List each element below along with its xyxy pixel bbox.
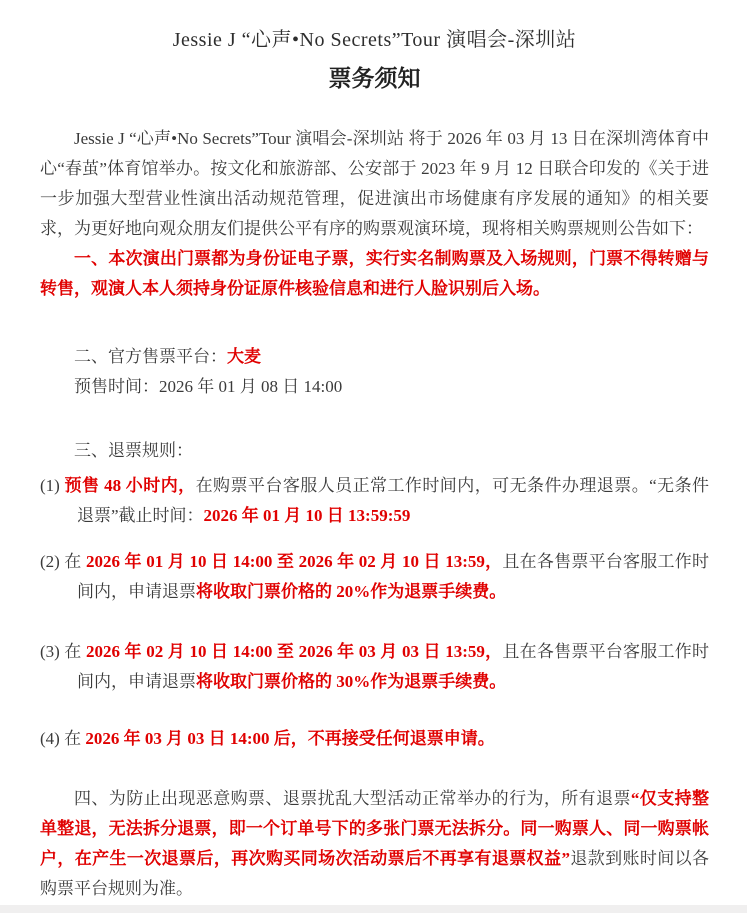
body-text: (4) 在 bbox=[40, 729, 86, 748]
presale-time bbox=[40, 372, 709, 402]
refund-rule-item-3 bbox=[40, 637, 709, 697]
body-text: Jessie J “心声•No Secrets”Tour 演唱会-深圳站 将于 2026 年 03 月 13 日在深圳湾体育中心“春茧”体育馆举办。按文化和旅游部、公安部于 2023 年 9 月 12 日联合印发的《关于进一步加强大型营业性演出活动规范管理，促进演出市场健康有序发展的通知》的相关要求，为更好地向观众朋友们提供公平有序的购票观演环境，现将相关购票规则公告如下： bbox=[40, 129, 709, 238]
body-text: 在购票平台客服人员正常工作时间内，可无条件办理退票。“无条件退票”截止时间： bbox=[77, 476, 710, 525]
body-text: 二、官方售票平台： bbox=[74, 347, 227, 366]
document-subtitle: 票务须知 bbox=[328, 66, 421, 91]
body-text: 且在各售票平台客服工作时间内，申请退票 bbox=[77, 642, 710, 691]
body-text: (3) 在 bbox=[40, 642, 87, 661]
section-2-official-platform bbox=[40, 342, 709, 372]
body-text: 预售时间：2026 年 01 月 08 日 14:00 bbox=[74, 377, 343, 396]
intro-paragraph bbox=[40, 124, 709, 244]
emphasis-text: 将收取门票价格的 20%作为退票手续费。 bbox=[196, 582, 507, 601]
page-bottom-strip bbox=[0, 905, 747, 913]
body-text: (2) 在 bbox=[40, 552, 87, 571]
section-3-refund-rules-heading bbox=[40, 436, 709, 466]
section-1-realname-rule bbox=[40, 244, 709, 304]
emphasis-text: 2026 年 03 月 03 日 14:00 后，不再接受任何退票申请。 bbox=[85, 729, 495, 748]
document-title: Jessie J “心声•No Secrets”Tour 演唱会-深圳站 bbox=[172, 29, 577, 51]
emphasis-text: 预售 48 小时内， bbox=[64, 476, 196, 495]
emphasis-text: 2026 年 01 月 10 日 13:59:59 bbox=[203, 506, 411, 525]
refund-rule-item-2 bbox=[40, 547, 709, 607]
section-4-whole-order-refund-rule bbox=[40, 784, 709, 904]
body-text: 退款到账时间以各购票平台规则为准。 bbox=[40, 849, 710, 898]
emphasis-text: 一、本次演出门票都为身份证电子票，实行实名制购票及入场规则，门票不得转赠与转售，观演人本人须持身份证原件核验信息和进行人脸识别后入场。 bbox=[40, 249, 709, 298]
emphasis-text: 2026 年 01 月 10 日 14:00 至 2026 年 02 月 10 日 13:59， bbox=[86, 552, 503, 571]
body-text: 四、为防止出现恶意购票、退票扰乱大型活动正常举办的行为，所有退票 bbox=[74, 789, 631, 808]
body-text: 且在各售票平台客服工作时间内，申请退票 bbox=[77, 552, 710, 601]
body-text: 三、退票规则： bbox=[74, 441, 193, 460]
refund-rule-item-4 bbox=[40, 724, 709, 754]
emphasis-text: 大麦 bbox=[227, 347, 261, 366]
refund-rule-item-1 bbox=[40, 471, 709, 531]
emphasis-text: 将收取门票价格的 30%作为退票手续费。 bbox=[196, 672, 507, 691]
emphasis-text: 2026 年 02 月 10 日 14:00 至 2026 年 03 月 03 日 13:59， bbox=[86, 642, 503, 661]
emphasis-text: “仅支持整单整退，无法拆分退票，即一个订单号下的多张门票无法拆分。同一购票人、同一购票帐户，在产生一次退票后，再次购买同场次活动票后不再享有退票权益” bbox=[40, 789, 710, 868]
body-text: (1) bbox=[40, 476, 65, 495]
